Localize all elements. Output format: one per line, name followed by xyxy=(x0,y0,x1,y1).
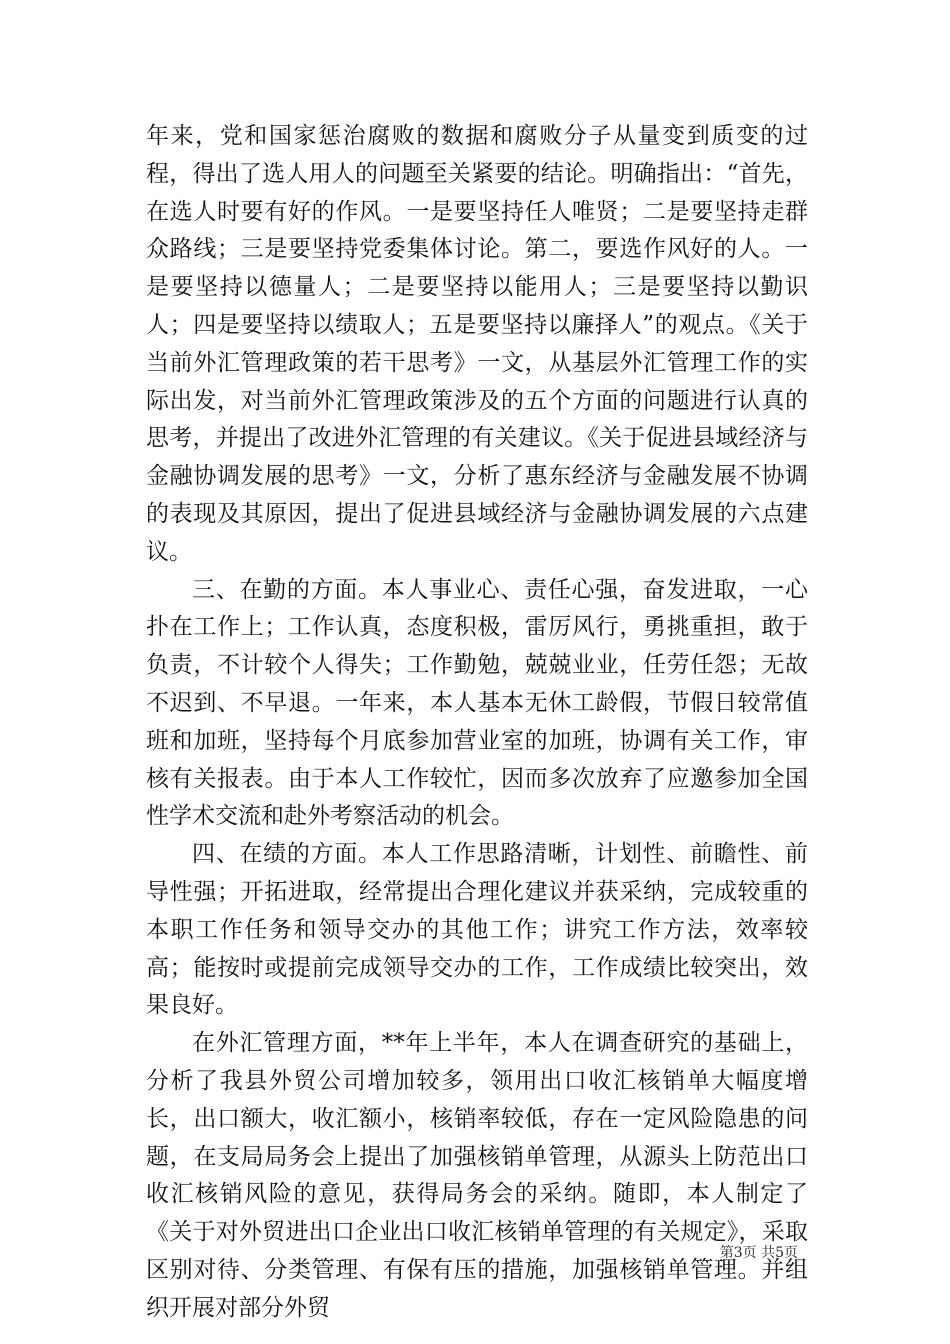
paragraph-3: 四、在绩的方面。本人工作思路清晰，计划性、前瞻性、前导性强；开拓进取，经常提出合理化建议并获采纳，完成较重的本职工作任务和领导交办的其他工作；讲究工作方法，效率较高；能按时或提前完成领导交办的工作，工作成绩比较突出，效果良好。 xyxy=(146,841,808,1019)
paragraph-2: 三、在勤的方面。本人事业心、责任心强，奋发进取，一心扑在工作上；工作认真，态度积极，雷厉风行，勇挑重担，敢于负责，不计较个人得失；工作勤勉，兢兢业业，任劳任怨；无故不迟到、不早退。一年来，本人基本无休工龄假，节假日较常值班和加班，坚持每个月底参加营业室的加班，协调有关工作，审核有关报表。由于本人工作较忙，因而多次放弃了应邀参加全国性学术交流和赴外考察活动的机会。 xyxy=(146,576,808,830)
paragraph-4: 在外汇管理方面，**年上半年，本人在调查研究的基础上，分析了我县外贸公司增加较多，领用出口收汇核销单大幅度增长，出口额大，收汇额小，核销率较低，存在一定风险隐患的问题，在支局局务会上提出了加强核销单管理，从源头上防范出口收汇核销风险的意见，获得局务会的采纳。随即，本人制定了《关于对外贸进出口企业出口收汇核销单管理的有关规定》，采取区别对待、分类管理、有保有压的措施，加强核销单管理。并组织开展对部分外贸 xyxy=(146,1030,808,1321)
page-number-footer: 第3页 共5页 xyxy=(719,1245,798,1261)
paragraph-1: 年来，党和国家惩治腐败的数据和腐败分子从量变到质变的过程，得出了选人用人的问题至关紧要的结论。明确指出：“首先，在选人时要有好的作风。一是要坚持任人唯贤；二是要坚持走群众路线；三是要坚持党委集体讨论。第二，要选作风好的人。一是要坚持以德量人；二是要坚持以能用人；三是要坚持以勤识人；四是要坚持以绩取人；五是要坚持以廉择人”的观点。《关于当前外汇管理政策的若干思考》一文，从基层外汇管理工作的实际出发，对当前外汇管理政策涉及的五个方面的问题进行认真的思考，并提出了改进外汇管理的有关建议。《关于促进县域经济与金融协调发展的思考》一文，分析了惠东经济与金融发展不协调的表现及其原因，提出了促进县域经济与金融协调发展的六点建议。 xyxy=(146,123,808,565)
body-text xyxy=(146,118,808,1328)
